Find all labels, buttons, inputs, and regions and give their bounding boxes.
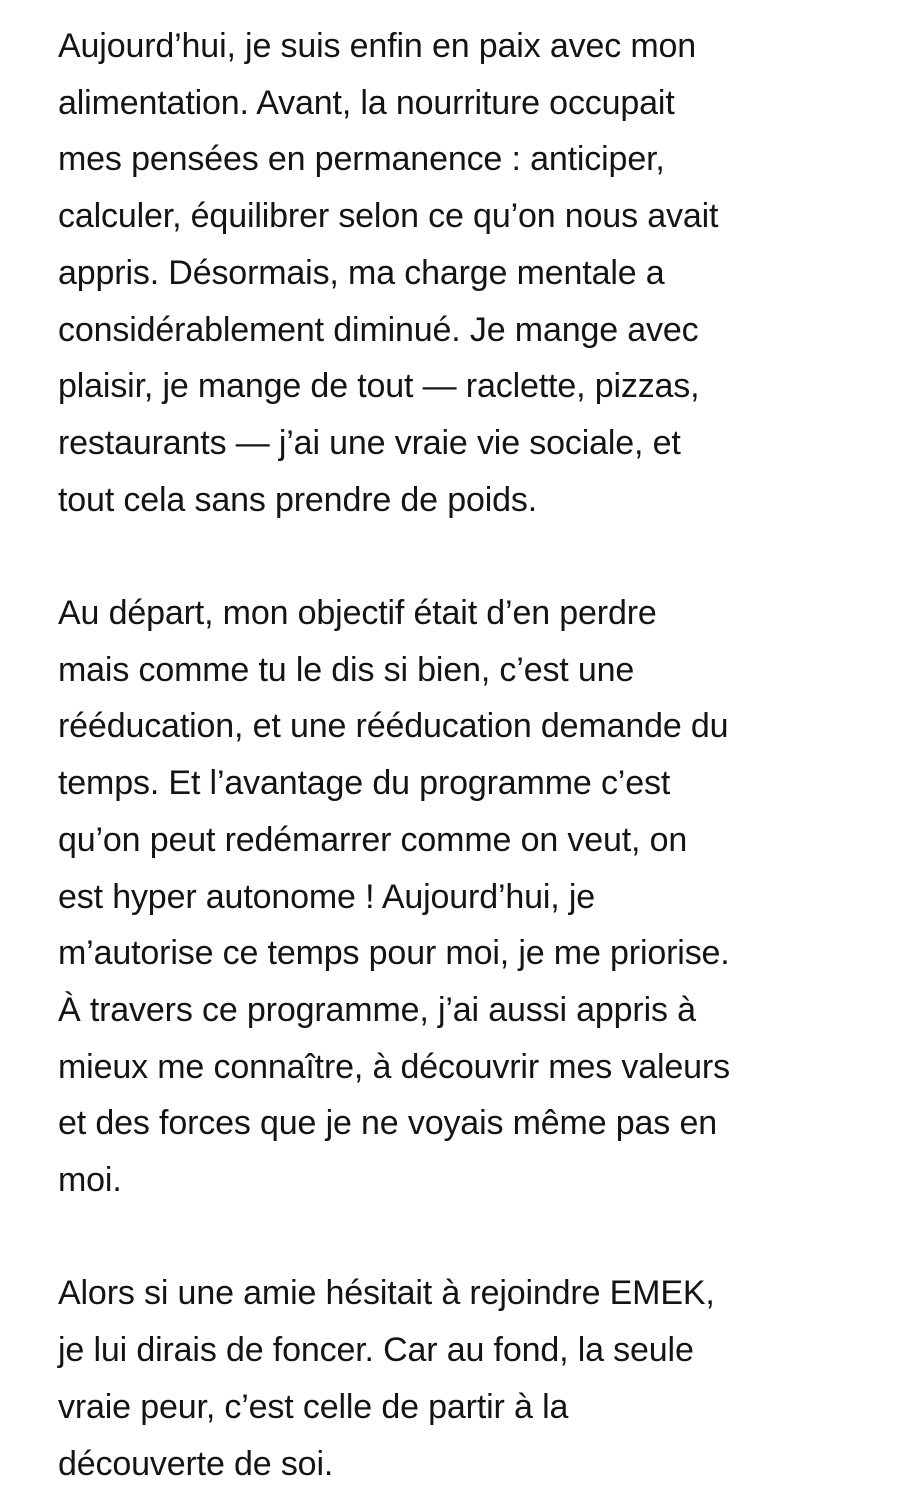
text-line: calculer, équilibrer selon ce qu’on nous avait xyxy=(58,197,719,236)
paragraph-2 xyxy=(58,585,904,1209)
text-line: moi. xyxy=(58,1161,122,1200)
text-line: je lui dirais de foncer. Car au fond, la seule xyxy=(58,1331,694,1370)
text-line: Alors si une amie hésitait à rejoindre EMEK, xyxy=(58,1274,715,1313)
text-line: À travers ce programme, j’ai aussi appris à xyxy=(58,990,696,1029)
text-line: plaisir, je mange de tout — raclette, pizzas, xyxy=(58,367,700,406)
text-line: mes pensées en permanence : anticiper, xyxy=(58,140,665,179)
text-line: m’autorise ce temps pour moi, je me priorise. xyxy=(58,934,730,973)
text-line: est hyper autonome ! Aujourd’hui, je xyxy=(58,877,596,916)
text-line: restaurants — j’ai une vraie vie sociale, et xyxy=(58,423,681,462)
text-line: mieux me connaître, à découvrir mes valeurs xyxy=(58,1047,730,1086)
paragraph-spacer xyxy=(58,1209,904,1266)
paragraph-3 xyxy=(58,1265,904,1492)
text-line: vraie peur, c’est celle de partir à la xyxy=(58,1387,569,1426)
text-line: alimentation. Avant, la nourriture occupait xyxy=(58,83,675,122)
text-line: qu’on peut redémarrer comme on veut, on xyxy=(58,820,688,859)
text-line: et des forces que je ne voyais même pas en xyxy=(58,1104,717,1143)
text-line: découverte de soi. xyxy=(58,1444,334,1483)
text-line: rééducation, et une rééducation demande du xyxy=(58,707,729,746)
text-line: appris. Désormais, ma charge mentale a xyxy=(58,253,665,292)
text-line: mais comme tu le dis si bien, c’est une xyxy=(58,650,635,689)
text-line: Au départ, mon objectif était d’en perdre xyxy=(58,594,657,633)
paragraph-spacer xyxy=(58,528,904,585)
text-line: Aujourd’hui, je suis enfin en paix avec mon xyxy=(58,27,697,65)
text-line: considérablement diminué. Je mange avec xyxy=(58,310,699,349)
text-line: temps. Et l’avantage du programme c’est xyxy=(58,764,671,803)
paragraph-1 xyxy=(58,18,904,528)
text-line: tout cela sans prendre de poids. xyxy=(58,480,538,519)
